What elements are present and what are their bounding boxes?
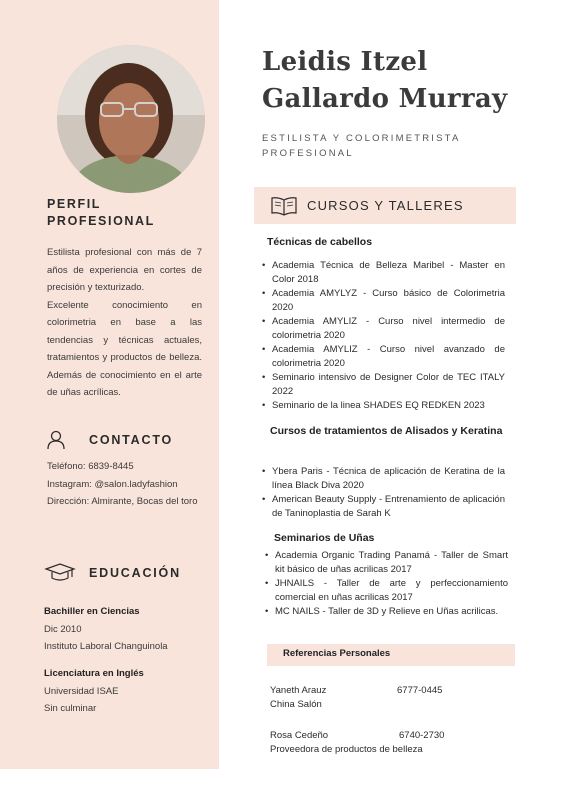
main-content [219,0,566,800]
person-icon [46,430,66,450]
full-name [262,44,507,118]
list-item: • American Beauty Supply - Entrenamiento de aplicación de Taninoplastia de Sarah K [262,493,505,521]
nails-seminars-title: Seminarios de Uñas [274,532,375,544]
list-item: • Seminario de la linea SHADES EQ REDKEN 2023 [262,399,505,413]
profile-heading-line1: PERFIL [47,197,102,211]
reference-name: Rosa Cedeño [270,730,329,741]
contact-info [47,458,202,511]
list-item: • Academia AMYLIZ - Curso nivel intermedio de colorimetria 2020 [262,315,505,343]
reference-phone: 6740-2730 [399,730,445,741]
keratin-courses-title: Cursos de tratamientos de Alisados y Keratina [270,425,503,437]
list-item: • Academia AMYLIZ - Curso nivel avanzado de colorimetria 2020 [262,343,505,371]
education-entry-institution: Instituto Laboral Changuinola [44,641,168,652]
sidebar [0,0,219,769]
hair-techniques-title: Técnicas de cabellos [267,236,373,248]
profile-heading-line2: PROFESIONAL [47,214,155,228]
courses-heading-bar [254,187,516,224]
list-item: • JHNAILS - Taller de arte y perfeccionamiento comercial en uñas acrilicas 2017 [265,577,508,605]
education-entry-date: Dic 2010 [44,623,82,635]
contact-heading: CONTACTO [89,433,174,447]
hair-techniques-list [262,259,505,413]
education-entry [44,603,214,656]
education-entry [44,665,214,718]
list-item: • Academia Organic Trading Panamá - Taller de Smart kit básico de uñas acrilicas 2017 [265,549,508,577]
reference-detail: China Salón [270,699,322,710]
contact-phone: Teléfono: 6839-8445 [47,461,134,472]
references-heading-bar [267,644,515,666]
graduation-cap-icon [44,563,76,583]
list-item: • Seminario intensivo de Designer Color de TEC ITALY 2022 [262,371,505,399]
profile-paragraph-2: Excelente conocimiento en colorimetria en base a las tendencias y técnicas actuales, tratamientos y productos de belleza. Además de conocimiento en el arte de uñas acrílicas. [47,299,202,398]
contact-instagram: Instagram: @salon.ladyfashion [47,478,178,490]
references-heading: Referencias Personales [283,648,391,659]
education-entry-title: Bachiller en Ciencias [44,606,140,617]
profile-summary [47,244,202,402]
education-entry-title: Licenciatura en Inglés [44,668,144,679]
education-entry-status: Sin culminar [44,703,97,714]
list-item: • Academia Técnica de Belleza Maribel - Master en Color 2018 [262,259,505,287]
contact-address: Dirección: Almirante, Bocas del toro [47,496,198,507]
profile-photo [57,45,205,193]
name-line-2: Gallardo Murray [262,84,508,114]
job-title: ESTILISTA Y COLORIMETRISTA PROFESIONAL [262,133,460,159]
reference-phone: 6777-0445 [397,685,443,696]
list-item: • MC NAILS - Taller de 3D y Relieve en Uñas acrilicas. [265,605,508,619]
nails-seminars-list [265,549,508,619]
reference-detail: Proveedora de productos de belleza [270,744,423,755]
courses-heading: CURSOS Y TALLERES [307,198,464,213]
profile-paragraph-1: Estilista profesional con más de 7 años de experiencia en cortes de precisión y texturizado. [47,247,202,293]
reference-name: Yaneth Arauz [270,685,327,696]
education-entry-institution: Universidad ISAE [44,685,119,697]
education-heading: EDUCACIÓN [89,566,181,580]
keratin-courses-list [262,465,505,521]
list-item: • Academia AMYLYZ - Curso básico de Colorimetria 2020 [262,287,505,315]
list-item: • Ybera Paris - Técnica de aplicación de Keratina de la línea Black Diva 2020 [262,465,505,493]
name-line-1: Leidis Itzel [262,47,428,77]
profile-heading [47,196,155,230]
book-icon [270,196,298,216]
